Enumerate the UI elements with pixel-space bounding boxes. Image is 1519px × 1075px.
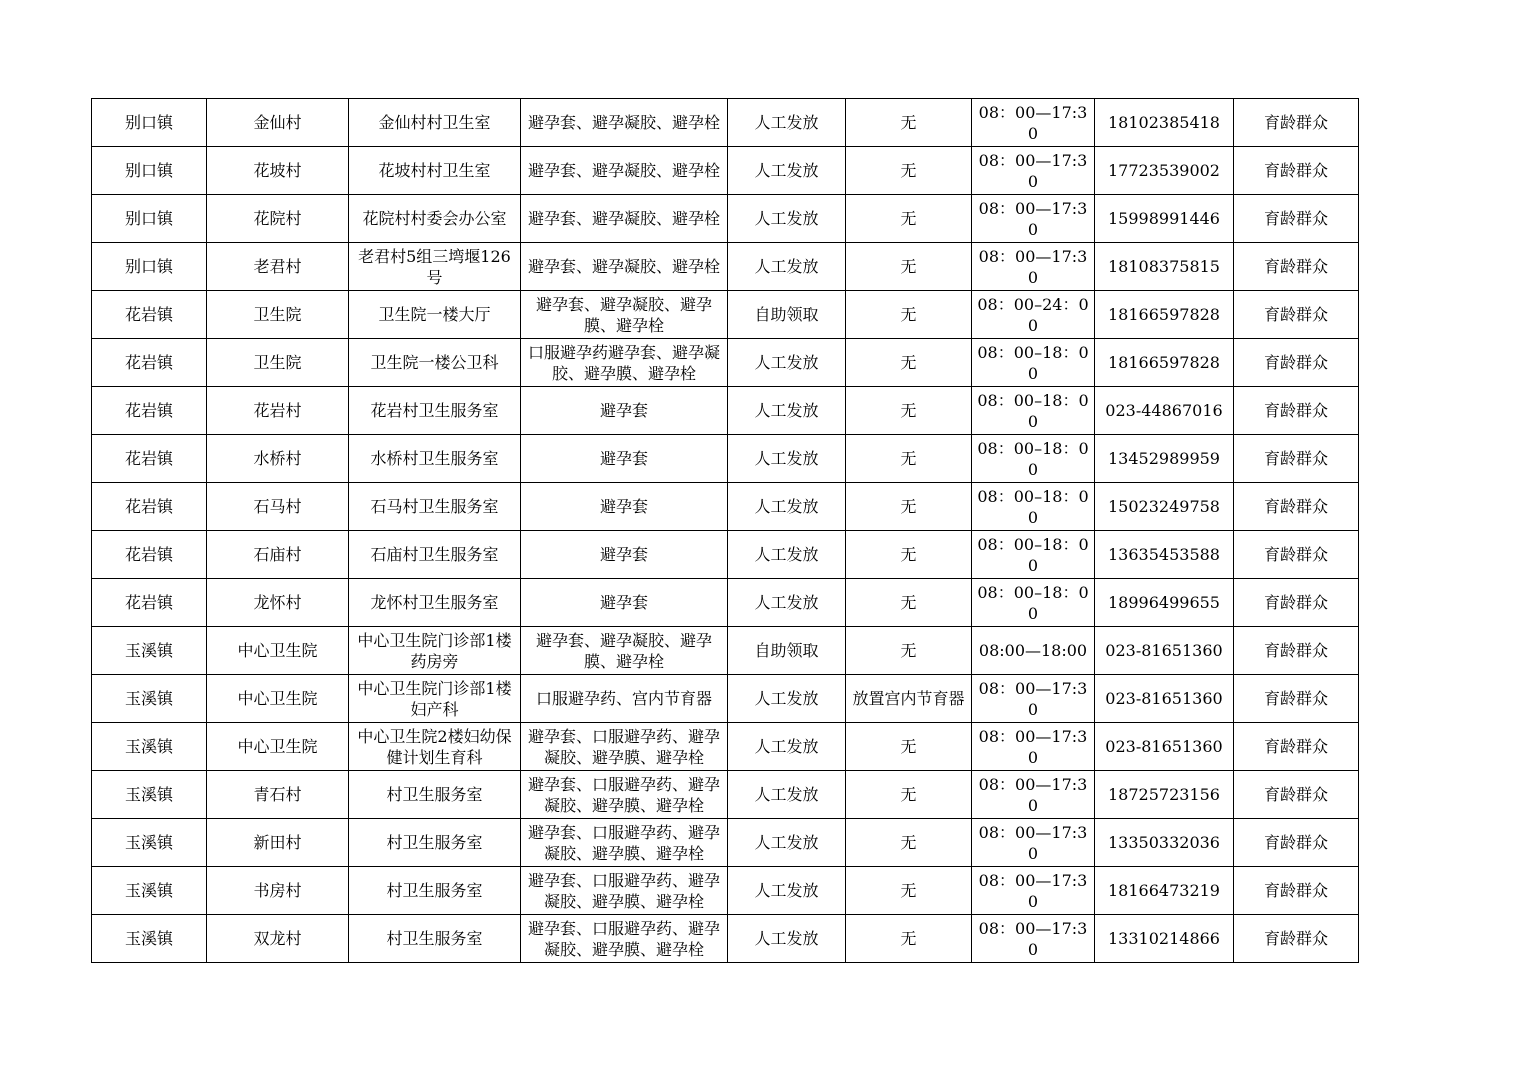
site-cell: 青石村: [207, 771, 349, 819]
phone-cell: 023-81651360: [1095, 627, 1234, 675]
site-cell: 老君村: [207, 243, 349, 291]
contraceptive-items-cell: 避孕套: [521, 531, 728, 579]
hours-cell: 08：00—17:30: [972, 147, 1095, 195]
contraceptive-items-cell: 避孕套、口服避孕药、避孕凝胶、避孕膜、避孕栓: [521, 723, 728, 771]
site-cell: 花院村: [207, 195, 349, 243]
hours-cell: 08：00–18：00: [972, 579, 1095, 627]
contraceptive-items-cell: 口服避孕药、宫内节育器: [521, 675, 728, 723]
table-row: [92, 291, 1359, 339]
town-cell: 花岩镇: [92, 483, 207, 531]
site-cell: 双龙村: [207, 915, 349, 963]
town-cell: 玉溪镇: [92, 867, 207, 915]
service-cell: 无: [846, 147, 972, 195]
site-cell: 中心卫生院: [207, 675, 349, 723]
target-group-cell: 育龄群众: [1234, 675, 1359, 723]
phone-cell: 18166473219: [1095, 867, 1234, 915]
town-cell: 花岩镇: [92, 579, 207, 627]
site-cell: 金仙村: [207, 99, 349, 147]
town-cell: 玉溪镇: [92, 819, 207, 867]
target-group-cell: 育龄群众: [1234, 387, 1359, 435]
town-cell: 别口镇: [92, 147, 207, 195]
distribution-method-cell: 人工发放: [728, 483, 846, 531]
distribution-method-cell: 人工发放: [728, 147, 846, 195]
hours-cell: 08:00—18:00: [972, 627, 1095, 675]
phone-cell: 15023249758: [1095, 483, 1234, 531]
location-cell: 卫生院一楼公卫科: [349, 339, 521, 387]
hours-cell: 08：00—17:30: [972, 723, 1095, 771]
phone-cell: 13310214866: [1095, 915, 1234, 963]
table-row: [92, 483, 1359, 531]
distribution-method-cell: 人工发放: [728, 723, 846, 771]
location-cell: 水桥村卫生服务室: [349, 435, 521, 483]
hours-cell: 08：00—17:30: [972, 99, 1095, 147]
target-group-cell: 育龄群众: [1234, 291, 1359, 339]
distribution-method-cell: 人工发放: [728, 531, 846, 579]
phone-cell: 023-81651360: [1095, 723, 1234, 771]
table-row: [92, 579, 1359, 627]
table-row: [92, 531, 1359, 579]
hours-cell: 08：00–18：00: [972, 435, 1095, 483]
distribution-method-cell: 人工发放: [728, 579, 846, 627]
town-cell: 别口镇: [92, 99, 207, 147]
site-cell: 中心卫生院: [207, 627, 349, 675]
service-cell: 无: [846, 867, 972, 915]
town-cell: 花岩镇: [92, 291, 207, 339]
town-cell: 花岩镇: [92, 339, 207, 387]
hours-cell: 08：00–18：00: [972, 339, 1095, 387]
town-cell: 玉溪镇: [92, 723, 207, 771]
site-cell: 石马村: [207, 483, 349, 531]
site-cell: 书房村: [207, 867, 349, 915]
hours-cell: 08：00—17:30: [972, 867, 1095, 915]
location-cell: 花坡村村卫生室: [349, 147, 521, 195]
table-row: [92, 627, 1359, 675]
location-cell: 中心卫生院门诊部1楼药房旁: [349, 627, 521, 675]
phone-cell: 13350332036: [1095, 819, 1234, 867]
hours-cell: 08：00—17:30: [972, 771, 1095, 819]
table-row: [92, 339, 1359, 387]
site-cell: 花坡村: [207, 147, 349, 195]
phone-cell: 15998991446: [1095, 195, 1234, 243]
service-cell: 无: [846, 339, 972, 387]
service-cell: 无: [846, 99, 972, 147]
contraceptive-items-cell: 避孕套: [521, 579, 728, 627]
contraceptive-items-cell: 避孕套、避孕凝胶、避孕栓: [521, 99, 728, 147]
service-cell: 无: [846, 243, 972, 291]
distribution-method-cell: 人工发放: [728, 339, 846, 387]
table-row: [92, 771, 1359, 819]
contraceptive-items-cell: 避孕套: [521, 387, 728, 435]
distribution-method-cell: 人工发放: [728, 771, 846, 819]
target-group-cell: 育龄群众: [1234, 579, 1359, 627]
target-group-cell: 育龄群众: [1234, 195, 1359, 243]
location-cell: 村卫生服务室: [349, 915, 521, 963]
service-cell: 无: [846, 531, 972, 579]
hours-cell: 08：00–18：00: [972, 387, 1095, 435]
distribution-method-cell: 人工发放: [728, 435, 846, 483]
hours-cell: 08：00—17:30: [972, 243, 1095, 291]
location-cell: 花岩村卫生服务室: [349, 387, 521, 435]
table-row: [92, 435, 1359, 483]
contraceptive-items-cell: 避孕套、避孕凝胶、避孕栓: [521, 243, 728, 291]
target-group-cell: 育龄群众: [1234, 771, 1359, 819]
distribution-method-cell: 人工发放: [728, 243, 846, 291]
target-group-cell: 育龄群众: [1234, 627, 1359, 675]
phone-cell: 18108375815: [1095, 243, 1234, 291]
town-cell: 玉溪镇: [92, 771, 207, 819]
service-cell: 无: [846, 771, 972, 819]
table-row: [92, 243, 1359, 291]
town-cell: 别口镇: [92, 243, 207, 291]
site-cell: 水桥村: [207, 435, 349, 483]
town-cell: 花岩镇: [92, 387, 207, 435]
site-cell: 花岩村: [207, 387, 349, 435]
target-group-cell: 育龄群众: [1234, 915, 1359, 963]
contraceptive-items-cell: 避孕套: [521, 435, 728, 483]
distribution-method-cell: 自助领取: [728, 627, 846, 675]
service-cell: 放置宫内节育器: [846, 675, 972, 723]
table-row: [92, 99, 1359, 147]
town-cell: 玉溪镇: [92, 627, 207, 675]
distribution-method-cell: 人工发放: [728, 195, 846, 243]
contraceptive-items-cell: 避孕套、口服避孕药、避孕凝胶、避孕膜、避孕栓: [521, 771, 728, 819]
phone-cell: 17723539002: [1095, 147, 1234, 195]
contraceptive-items-cell: 避孕套、避孕凝胶、避孕膜、避孕栓: [521, 627, 728, 675]
service-cell: 无: [846, 291, 972, 339]
phone-cell: 13635453588: [1095, 531, 1234, 579]
contraceptive-items-cell: 口服避孕药避孕套、避孕凝胶、避孕膜、避孕栓: [521, 339, 728, 387]
town-cell: 花岩镇: [92, 435, 207, 483]
distribution-method-cell: 人工发放: [728, 99, 846, 147]
contraceptive-items-cell: 避孕套: [521, 483, 728, 531]
town-cell: 花岩镇: [92, 531, 207, 579]
location-cell: 村卫生服务室: [349, 867, 521, 915]
location-cell: 中心卫生院2楼妇幼保健计划生育科: [349, 723, 521, 771]
town-cell: 别口镇: [92, 195, 207, 243]
service-cell: 无: [846, 819, 972, 867]
phone-cell: 18102385418: [1095, 99, 1234, 147]
distribution-method-cell: 自助领取: [728, 291, 846, 339]
hours-cell: 08：00—17:30: [972, 675, 1095, 723]
table-row: [92, 867, 1359, 915]
site-cell: 龙怀村: [207, 579, 349, 627]
target-group-cell: 育龄群众: [1234, 531, 1359, 579]
location-cell: 龙怀村卫生服务室: [349, 579, 521, 627]
service-cell: 无: [846, 723, 972, 771]
contraceptive-items-cell: 避孕套、口服避孕药、避孕凝胶、避孕膜、避孕栓: [521, 915, 728, 963]
phone-cell: 023-81651360: [1095, 675, 1234, 723]
hours-cell: 08：00–18：00: [972, 531, 1095, 579]
service-cell: 无: [846, 483, 972, 531]
hours-cell: 08：00–18：00: [972, 483, 1095, 531]
target-group-cell: 育龄群众: [1234, 723, 1359, 771]
site-cell: 新田村: [207, 819, 349, 867]
target-group-cell: 育龄群众: [1234, 147, 1359, 195]
location-cell: 老君村5组三塆堰126号: [349, 243, 521, 291]
hours-cell: 08：00—17:30: [972, 819, 1095, 867]
table-row: [92, 147, 1359, 195]
location-cell: 石庙村卫生服务室: [349, 531, 521, 579]
distribution-method-cell: 人工发放: [728, 819, 846, 867]
location-cell: 花院村村委会办公室: [349, 195, 521, 243]
location-cell: 中心卫生院门诊部1楼妇产科: [349, 675, 521, 723]
phone-cell: 023-44867016: [1095, 387, 1234, 435]
phone-cell: 18166597828: [1095, 339, 1234, 387]
distribution-method-cell: 人工发放: [728, 915, 846, 963]
target-group-cell: 育龄群众: [1234, 339, 1359, 387]
service-cell: 无: [846, 579, 972, 627]
contraceptive-items-cell: 避孕套、口服避孕药、避孕凝胶、避孕膜、避孕栓: [521, 867, 728, 915]
contraceptive-items-cell: 避孕套、口服避孕药、避孕凝胶、避孕膜、避孕栓: [521, 819, 728, 867]
location-cell: 石马村卫生服务室: [349, 483, 521, 531]
table-row: [92, 387, 1359, 435]
site-cell: 卫生院: [207, 291, 349, 339]
location-cell: 金仙村村卫生室: [349, 99, 521, 147]
target-group-cell: 育龄群众: [1234, 867, 1359, 915]
target-group-cell: 育龄群众: [1234, 99, 1359, 147]
distribution-method-cell: 人工发放: [728, 387, 846, 435]
hours-cell: 08：00–24：00: [972, 291, 1095, 339]
site-cell: 石庙村: [207, 531, 349, 579]
distribution-method-cell: 人工发放: [728, 867, 846, 915]
target-group-cell: 育龄群众: [1234, 435, 1359, 483]
town-cell: 玉溪镇: [92, 915, 207, 963]
service-cell: 无: [846, 435, 972, 483]
site-cell: 中心卫生院: [207, 723, 349, 771]
table-row: [92, 195, 1359, 243]
table-row: [92, 819, 1359, 867]
phone-cell: 18166597828: [1095, 291, 1234, 339]
site-cell: 卫生院: [207, 339, 349, 387]
location-cell: 村卫生服务室: [349, 771, 521, 819]
target-group-cell: 育龄群众: [1234, 243, 1359, 291]
location-cell: 卫生院一楼大厅: [349, 291, 521, 339]
service-cell: 无: [846, 195, 972, 243]
phone-cell: 18725723156: [1095, 771, 1234, 819]
phone-cell: 18996499655: [1095, 579, 1234, 627]
table-row: [92, 723, 1359, 771]
service-cell: 无: [846, 915, 972, 963]
distribution-method-cell: 人工发放: [728, 675, 846, 723]
phone-cell: 13452989959: [1095, 435, 1234, 483]
contraceptive-items-cell: 避孕套、避孕凝胶、避孕膜、避孕栓: [521, 291, 728, 339]
table-row: [92, 675, 1359, 723]
distribution-points-table: [91, 98, 1359, 963]
contraceptive-items-cell: 避孕套、避孕凝胶、避孕栓: [521, 147, 728, 195]
contraceptive-items-cell: 避孕套、避孕凝胶、避孕栓: [521, 195, 728, 243]
town-cell: 玉溪镇: [92, 675, 207, 723]
service-cell: 无: [846, 387, 972, 435]
target-group-cell: 育龄群众: [1234, 819, 1359, 867]
table-row: [92, 915, 1359, 963]
hours-cell: 08：00—17:30: [972, 195, 1095, 243]
service-cell: 无: [846, 627, 972, 675]
hours-cell: 08：00—17:30: [972, 915, 1095, 963]
location-cell: 村卫生服务室: [349, 819, 521, 867]
target-group-cell: 育龄群众: [1234, 483, 1359, 531]
